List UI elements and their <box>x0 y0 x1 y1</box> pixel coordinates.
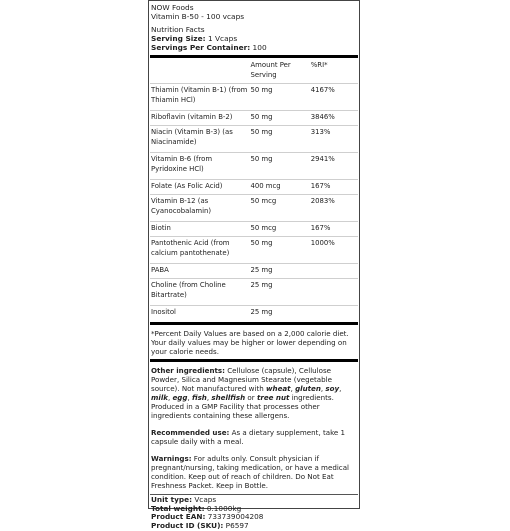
supplement-facts-panel <box>148 0 360 530</box>
product-name: Vitamin B-50 - 100 vcaps <box>151 12 245 21</box>
total-weight: Total weight: 0.1000kg <box>151 503 242 513</box>
product-ean: Product EAN: 733739004208 <box>151 512 264 522</box>
footnote: *Percent Daily Values are based on a 2,000 calorie diet. Your daily values may be higher or lower depending on your calorie needs. <box>151 329 349 356</box>
table-row: Thiamin (Vitamin B-1) (from Thiamin HCl) 50 mg 4167% <box>150 84 358 111</box>
table-row: PABA 25 mg <box>150 264 358 279</box>
table-row: Choline (from Choline Bitartrate) 25 mg <box>150 279 358 306</box>
table-row: Biotin 50 mcg 167% <box>150 222 358 237</box>
product-header <box>149 1 359 52</box>
product-footer <box>149 495 359 531</box>
table-row: Niacin (Vitamin B-3) (as Niacinamide) 50 mg 313% <box>150 126 358 153</box>
serving-size: Serving Size: 1 Vcaps <box>151 34 238 43</box>
table-row: Riboflavin (vitamin B-2) 50 mg 3846% <box>150 111 358 126</box>
table-header <box>150 58 358 84</box>
ingredients-section <box>149 362 359 490</box>
col-amount: Amount Per Serving <box>250 61 291 79</box>
warnings: Warnings: For adults only. Consult physician if pregnant/nursing, taking medication, or have a medical condition. Keep out of reach of children. Do Not Eat Freshness Packet. Keep in Bottle. <box>151 454 350 490</box>
nutrition-table <box>150 58 358 320</box>
facts-title: Nutrition Facts <box>151 25 205 34</box>
table-row: Vitamin B-12 (as Cyanocobalamin) 50 mcg 2083% <box>150 195 358 222</box>
product-sku: Product ID (SKU): P6597 <box>151 520 249 530</box>
table-row: Pantothenic Acid (from calcium pantothenate) 50 mg 1000% <box>150 237 358 264</box>
table-row: Inositol 25 mg <box>150 306 358 321</box>
servings-per-container: Servings Per Container: 100 <box>151 43 267 52</box>
unit-type: Unit type: Vcaps <box>151 495 217 504</box>
table-row: Folate (As Folic Acid) 400 mcg 167% <box>150 180 358 195</box>
other-ingredients: Other ingredients: Cellulose (capsule), Cellulose Powder, Silica and Magnesium Stearate (vegetable source). Not manufactured with wheat, gluten, soy, milk, egg, fish, shellfish or tree nut ingredients. Produced in a GMP Facility that processes other ingredients containing these allergens. <box>151 366 342 420</box>
col-ri: %RI* <box>310 61 328 69</box>
brand-name: NOW Foods <box>151 3 194 12</box>
recommended-use: Recommended use: As a dietary supplement, take 1 capsule daily with a meal. <box>151 428 346 446</box>
table-row: Vitamin B-6 (from Pyridoxine HCl) 50 mg 2941% <box>150 153 358 180</box>
